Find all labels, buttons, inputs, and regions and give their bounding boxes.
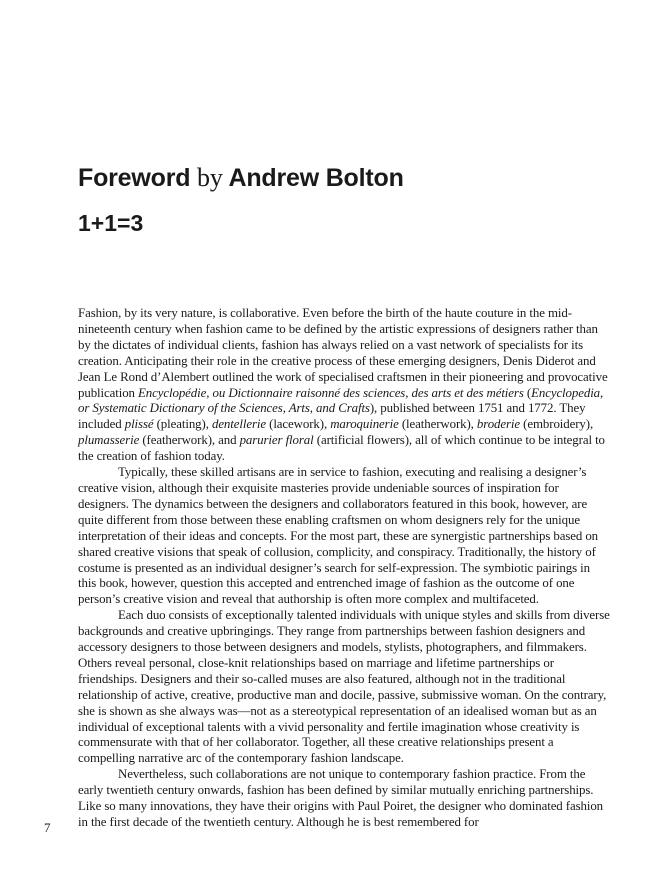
heading-by: by [197, 163, 223, 192]
chapter-subtitle: 1+1=3 [78, 210, 144, 236]
text-run: Nevertheless, such collaborations are not unique to contemporary fashion practice. From the early twentieth century onwards, fashion has been defined by similar mutually enriching partnerships. Like so many innovations, they have their origins with Paul Poiret, the designer who dominated fashion in the first decade of the twentieth century. Although he is best remembered for [78, 767, 604, 829]
text-run: (leatherwork), [398, 417, 477, 432]
text-run: Typically, these skilled artisans are in service to fashion, executing and realising a designer’s creative vision, although their exquisite masteries provide undeniable sources of inspiration for designers. The dynamics between the designers and collaborators featured in this book, however, are quite different from those between these enabling craftsmen on whom designers rely for the unique interpretation of their ideas and concepts. For the most part, these are synergistic partnerships based on shared creative visions that speak of collusion, complicity, and conspiracy. Traditionally, the history of costume is presented as an individual designer’s search for self-expression. The symbiotic pairings in this book, however, question this accepted and entrenched image of fashion as the outcome of one person’s creative vision and reveal that authorship is often more complex and multifaceted. [78, 465, 599, 607]
text-run: ), published between 1751 and 1772. They included [78, 401, 586, 432]
heading-author: Andrew Bolton [228, 164, 404, 192]
paragraph [78, 608, 610, 767]
paragraph [78, 306, 610, 465]
page-number: 7 [44, 820, 51, 835]
text-run: (featherwork), and [139, 433, 240, 448]
heading-foreword: Foreword [78, 164, 191, 192]
italic-term: maroquinerie [330, 417, 399, 432]
italic-term: dentellerie [211, 417, 266, 432]
paragraph [78, 465, 610, 608]
text-run: (pleating), [153, 417, 212, 432]
body-text [78, 306, 610, 831]
paragraph [78, 767, 610, 831]
foreword-heading [78, 162, 404, 194]
text-run: Each duo consists of exceptionally talented individuals with unique styles and skills from diverse backgrounds and creative upbringings. They range from partnerships between fashion designers and accessory designers to those between designers and models, stylists, photographers, and filmmakers. Others reveal personal, close-knit relationships based on marriage and lifetime partnerships or friendships. Designers and their so-called muses are also featured, although not in the traditional relationship of active, creative, productive man and docile, passive, submissive woman. On the contrary, she is shown as she always was—not as a stereotypical representation of an idealised woman but as an individual of exceptional talents with a vivid personality and fertile imagination whose creativity is commensurate with that of her collaborator. Together, all these creative relationships present a compelling narrative arc of the contemporary fashion landscape. [78, 608, 610, 766]
italic-term: plumasserie [78, 433, 140, 448]
italic-term: Encyclopedia, or Systematic Dictionary of the Sciences, Arts, and Crafts [78, 385, 604, 416]
text-run: (embroidery), [520, 417, 594, 432]
text-run: (artificial flowers), all of which continue to be integral to the creation of fashion today. [78, 433, 605, 464]
text-run: Fashion, by its very nature, is collaborative. Even before the birth of the haute couture in the mid-nineteenth century when fashion came to be defined by the artistic expressions of designers rather than by the dictates of individual clients, fashion has always relied on a vast network of specialists for its creation. Anticipating their role in the creative process of these emerging designers, Denis Diderot and Jean Le Rond d’Alembert outlined the work of specialised craftsmen in their pioneering and provocative publication [78, 306, 608, 400]
italic-term: Encyclopédie, ou Dictionnaire raisonné des sciences, des arts et des métiers [138, 385, 524, 400]
italic-term: broderie [476, 417, 521, 432]
text-run: (lacework), [266, 417, 331, 432]
italic-term: plissé [124, 417, 154, 432]
text-run: ( [523, 385, 532, 400]
italic-term: parurier floral [239, 433, 314, 448]
